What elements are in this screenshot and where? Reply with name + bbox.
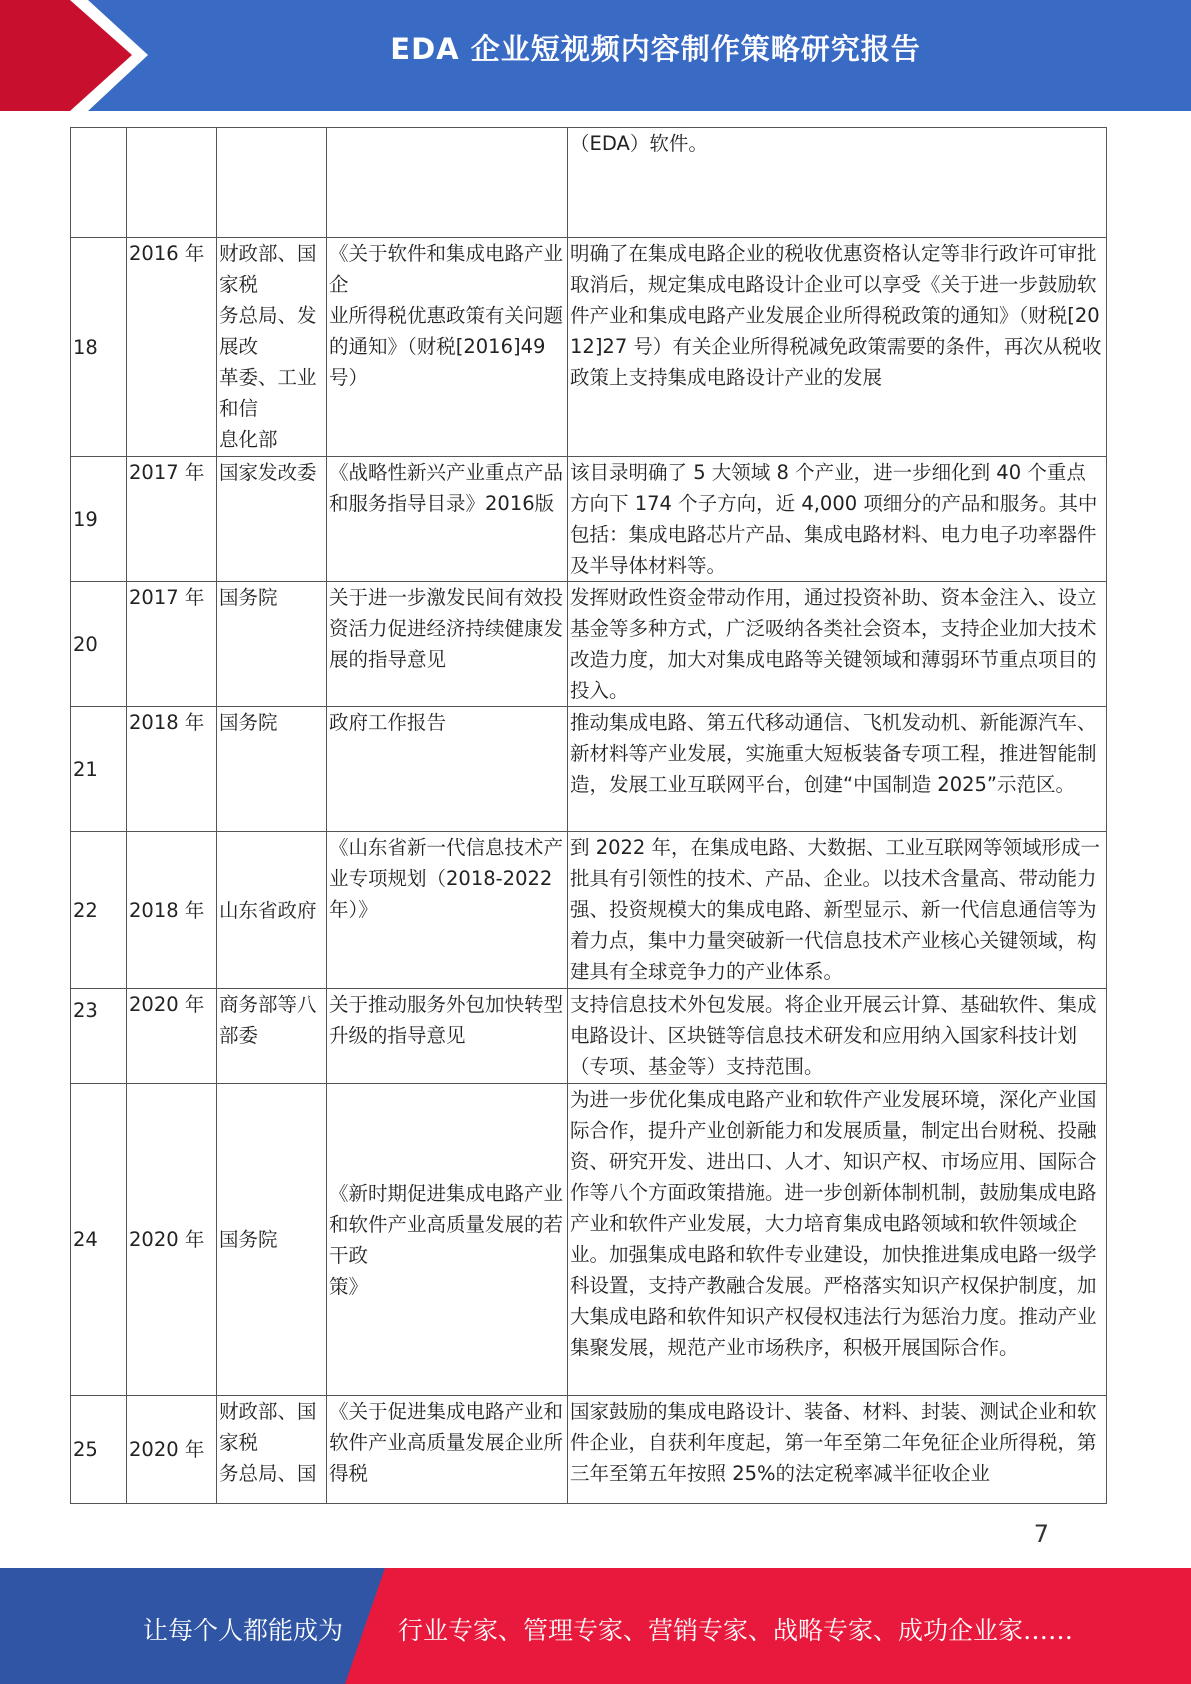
table-row [71, 989, 1107, 1084]
row-content: 为进一步优化集成电路产业和软件产业发展环境，深化产业国际合作，提升产业创新能力和发展质量，制定出台财税、投融资、研究开发、进出口、人才、知识产权、市场应用、国际合作等八个方面政策措施。进一步创新体制机制，鼓励集成电路产业和软件产业发展，大力培育集成电路领域和软件领域企业。加强集成电路和软件专业建设，加快推进集成电路一级学科设置，支持产教融合发展。严格落实知识产权保护制度，加大集成电路和软件知识产权侵权违法行为惩治力度。推动产业集聚发展，规范产业市场秩序，积极开展国际合作。 [568, 1084, 1107, 1396]
row-year: 2017 年 [127, 582, 217, 707]
row-year: 2020 年 [127, 1084, 217, 1396]
row-department: 财政部、国家税 务总局、发展改 革委、工业和信 息化部 [217, 238, 327, 457]
table-row [71, 707, 1107, 832]
footer-slogan-right: 行业专家、管理专家、营销专家、战略专家、成功企业家…… [398, 1616, 1074, 1645]
row-number: 21 [71, 707, 127, 832]
policy-table [70, 127, 1107, 1504]
row-number: 19 [71, 457, 127, 582]
table-row [71, 457, 1107, 582]
report-title: EDA 企业短视频内容制作策略研究报告 [390, 32, 921, 66]
row-number: 23 [71, 989, 127, 1084]
row-department: 国务院 [217, 707, 327, 832]
row-number [71, 128, 127, 238]
row-document: 《关于软件和集成电路产业企 业所得税优惠政策有关问题的通知》（财税[2016]49 号） [327, 238, 568, 457]
row-document: 关于进一步激发民间有效投资活力促进经济持续健康发展的指导意见 [327, 582, 568, 707]
page-header [0, 0, 1191, 111]
header-chevron-logo [0, 0, 150, 111]
row-document: 关于推动服务外包加快转型升级的指导意见 [327, 989, 568, 1084]
row-number: 25 [71, 1396, 127, 1504]
row-content: 到 2022 年，在集成电路、大数据、工业互联网等领域形成一批具有引领性的技术、产品、企业。以技术含量高、带动能力强、投资规模大的集成电路、新型显示、新一代信息通信等为着力点，集中力量突破新一代信息技术产业核心关键领域，构建具有全球竞争力的产业体系。 [568, 832, 1107, 989]
row-content: 发挥财政性资金带动作用，通过投资补助、资本金注入、设立基金等多种方式，广泛吸纳各类社会资本，支持企业加大技术改造力度，加大对集成电路等关键领域和薄弱环节重点项目的投入。 [568, 582, 1107, 707]
row-document: 政府工作报告 [327, 707, 568, 832]
row-document: 《关于促进集成电路产业和软件产业高质量发展企业所得税 [327, 1396, 568, 1504]
row-year: 2017 年 [127, 457, 217, 582]
page-number: 7 [1033, 1520, 1049, 1548]
table-row [71, 582, 1107, 707]
table-row [71, 128, 1107, 238]
row-content: 明确了在集成电路企业的税收优惠资格认定等非行政许可审批取消后，规定集成电路设计企业可以享受《关于进一步鼓励软件产业和集成电路产业发展企业所得税政策的通知》（财税[2012]27 号）有关企业所得税减免政策需要的条件，再次从税收政策上支持集成电路设计产业的发展 [568, 238, 1107, 457]
row-number: 18 [71, 238, 127, 457]
table-row [71, 1084, 1107, 1396]
row-content: 国家鼓励的集成电路设计、装备、材料、封装、测试企业和软件企业，自获利年度起，第一年至第二年免征企业所得税，第三年至第五年按照 25%的法定税率减半征收企业 [568, 1396, 1107, 1504]
row-document: 《新时期促进集成电路产业和软件产业高质量发展的若干政 策》 [327, 1084, 568, 1396]
row-year: 2018 年 [127, 832, 217, 989]
table-row [71, 238, 1107, 457]
table-row [71, 832, 1107, 989]
row-year [127, 128, 217, 238]
row-number: 24 [71, 1084, 127, 1396]
row-year: 2020 年 [127, 1396, 217, 1504]
table-row [71, 1396, 1107, 1504]
row-document [327, 128, 568, 238]
row-year: 2018 年 [127, 707, 217, 832]
row-year: 2020 年 [127, 989, 217, 1084]
row-number: 20 [71, 582, 127, 707]
footer-slogan-left: 让每个人都能成为 [143, 1616, 344, 1645]
row-document: 《山东省新一代信息技术产业专项规划（2018-2022 年）》 [327, 832, 568, 989]
row-department: 山东省政府 [217, 832, 327, 989]
row-content: （EDA）软件。 [568, 128, 1107, 238]
page-footer [0, 1568, 1191, 1684]
row-department: 商务部等八部委 [217, 989, 327, 1084]
row-year: 2016 年 [127, 238, 217, 457]
row-department: 国家发改委 [217, 457, 327, 582]
row-number: 22 [71, 832, 127, 989]
row-document: 《战略性新兴产业重点产品和服务指导目录》2016版 [327, 457, 568, 582]
row-content: 支持信息技术外包发展。将企业开展云计算、基础软件、集成电路设计、区块链等信息技术研发和应用纳入国家科技计划（专项、基金等）支持范围。 [568, 989, 1107, 1084]
row-department: 国务院 [217, 582, 327, 707]
row-department: 财政部、国家税 务总局、国 [217, 1396, 327, 1504]
row-department: 国务院 [217, 1084, 327, 1396]
row-content: 推动集成电路、第五代移动通信、飞机发动机、新能源汽车、新材料等产业发展，实施重大短板装备专项工程，推进智能制造，发展工业互联网平台，创建“中国制造 2025”示范区。 [568, 707, 1107, 832]
row-department [217, 128, 327, 238]
row-content: 该目录明确了 5 大领域 8 个产业，进一步细化到 40 个重点方向下 174 个子方向，近 4,000 项细分的产品和服务。其中包括：集成电路芯片产品、集成电路材料、电力电子功率器件及半导体材料等。 [568, 457, 1107, 582]
